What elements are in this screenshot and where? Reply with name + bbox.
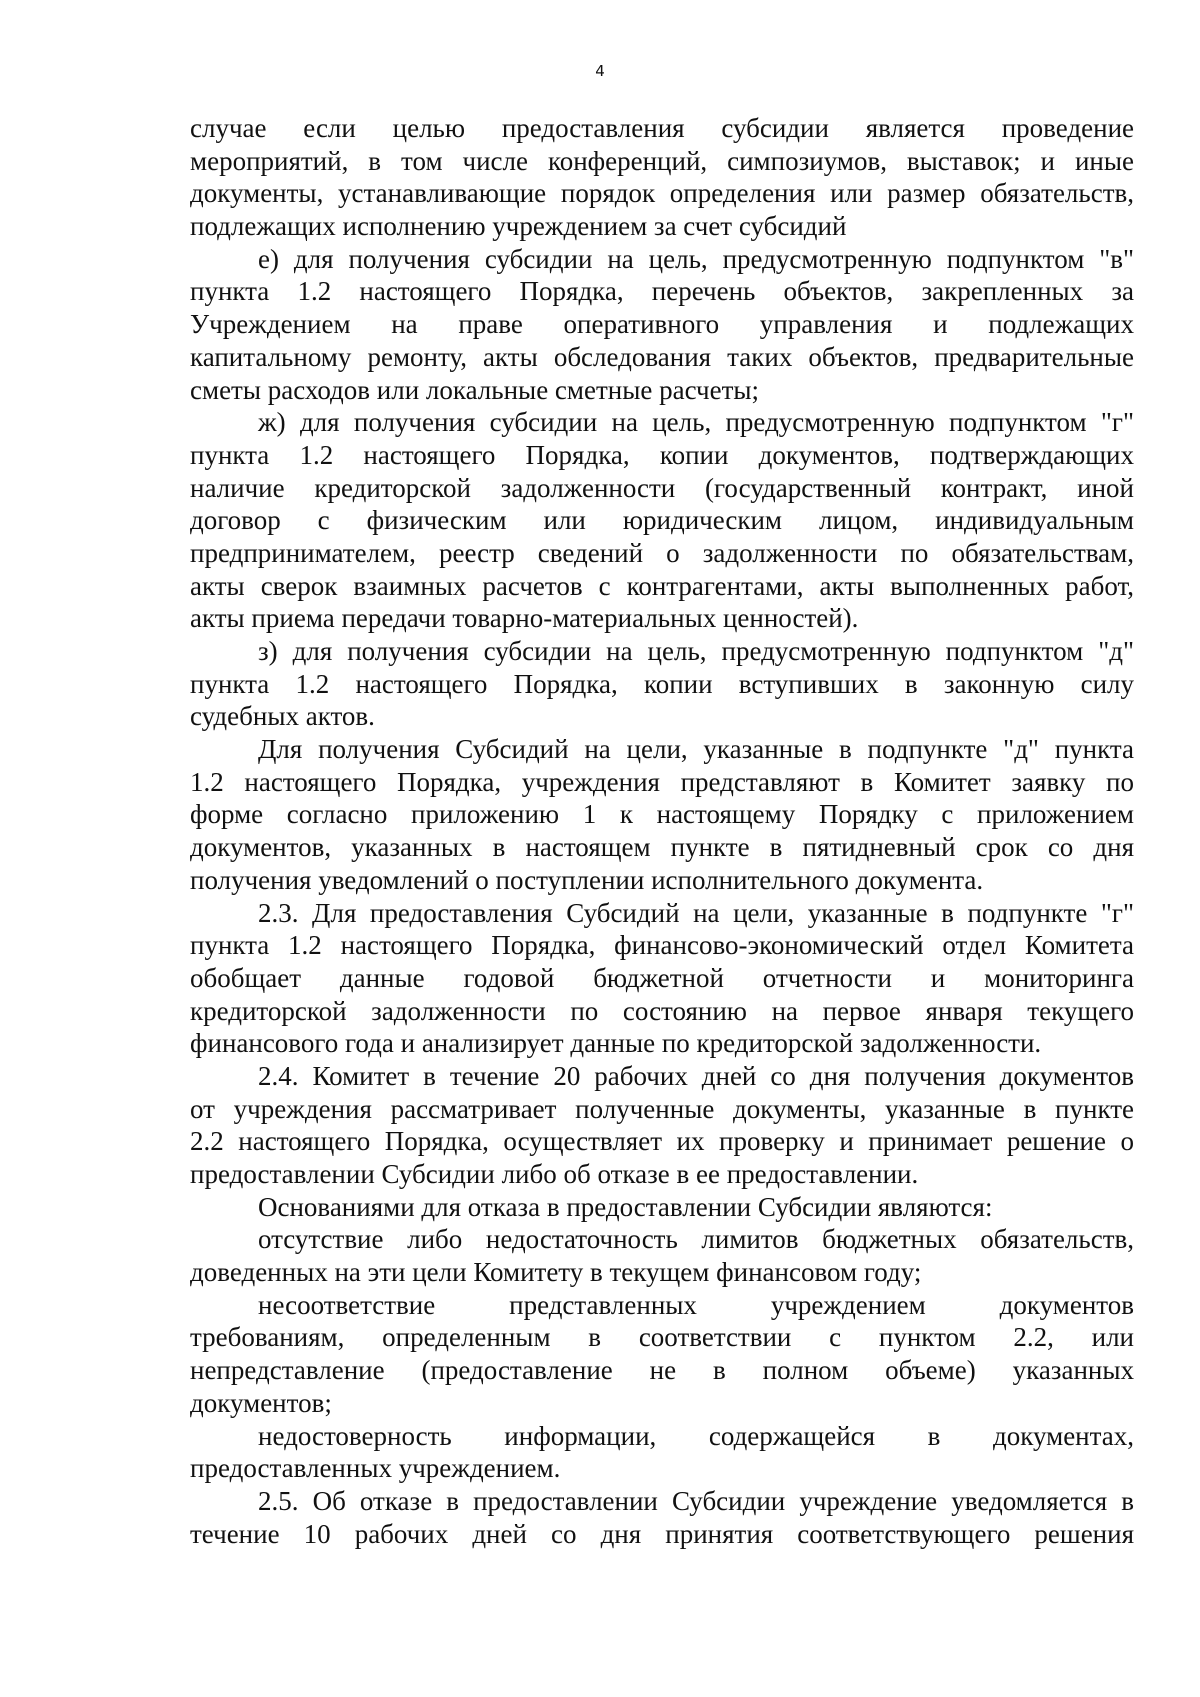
text-line: обобщает данные годовой бюджетной отчетности и мониторинга — [190, 962, 1134, 993]
text-line: предпринимателем, реестр сведений о задолженности по обязательствам, — [190, 537, 1134, 568]
text-line: 2.2 настоящего Порядка, осуществляет их проверку и принимает решение о — [190, 1126, 1134, 1157]
page-number: 4 — [595, 62, 605, 80]
text-line: пункта 1.2 настоящего Порядка, копии вступивших в законную силу — [190, 668, 1134, 699]
text-line: пункта 1.2 настоящего Порядка, перечень объектов, закрепленных за — [190, 276, 1134, 307]
text-line: недостоверность информации, содержащейся в документах, — [258, 1420, 1134, 1451]
text-line: 1.2 настоящего Порядка, учреждения представляют в Комитет заявку по — [190, 766, 1134, 797]
text-line: акты приема передачи товарно-материальных ценностей). — [190, 603, 859, 634]
text-line: наличие кредиторской задолженности (государственный контракт, иной — [190, 472, 1134, 503]
text-line: ж) для получения субсидии на цель, предусмотренную подпунктом "г" — [258, 407, 1134, 438]
text-line: 2.5. Об отказе в предоставлении Субсидии учреждение уведомляется в — [258, 1485, 1134, 1516]
text-line: документов; — [190, 1387, 332, 1418]
text-line: з) для получения субсидии на цель, предусмотренную подпунктом "д" — [258, 636, 1134, 666]
text-line: несоответствие представленных учреждением документов — [258, 1289, 1134, 1320]
document-body — [190, 112, 1134, 1550]
text-line: акты сверок взаимных расчетов с контрагентами, акты выполненных работ, — [190, 570, 1134, 601]
text-line: случае если целью предоставления субсидии является проведение — [190, 113, 1134, 143]
text-line: е) для получения субсидии на цель, предусмотренную подпунктом "в" — [258, 243, 1134, 274]
text-line: получения уведомлений о поступлении исполнительного документа. — [190, 864, 984, 895]
text-line: мероприятий, в том числе конференций, симпозиумов, выставок; и иные — [190, 145, 1134, 176]
text-line: течение 10 рабочих дней со дня принятия соответствующего решения — [190, 1518, 1134, 1549]
text-line: 2.3. Для предоставления Субсидий на цели, указанные в подпункте "г" — [258, 897, 1134, 928]
text-line: подлежащих исполнению учреждением за счет субсидий — [190, 211, 847, 242]
text-line: Основаниями для отказа в предоставлении Субсидии являются: — [258, 1191, 993, 1222]
text-line: сметы расходов или локальные сметные расчеты; — [190, 374, 760, 405]
text-line: от учреждения рассматривает полученные документы, указанные в пункте — [190, 1093, 1134, 1124]
text-line: требованиям, определенным в соответствии с пунктом 2.2, или — [190, 1322, 1134, 1353]
text-line: кредиторской задолженности по состоянию на первое января текущего — [190, 995, 1134, 1026]
text-line: предоставлении Субсидии либо об отказе в ее предоставлении. — [190, 1159, 919, 1189]
text-line: 2.4. Комитет в течение 20 рабочих дней со дня получения документов — [258, 1060, 1134, 1091]
text-line: судебных актов. — [190, 701, 375, 732]
text-line: непредставление (предоставление не в полном объеме) указанных — [190, 1355, 1134, 1386]
text-line: Учреждением на праве оперативного управления и подлежащих — [190, 309, 1134, 340]
text-line: Для получения Субсидий на цели, указанные в подпункте "д" пункта — [258, 734, 1134, 765]
text-line: отсутствие либо недостаточность лимитов бюджетных обязательств, — [258, 1224, 1134, 1255]
text-line: документов, указанных в настоящем пункте в пятидневный срок со дня — [190, 832, 1134, 863]
text-line: пункта 1.2 настоящего Порядка, финансово-экономический отдел Комитета — [190, 930, 1134, 961]
text-line: доведенных на эти цели Комитету в текущем финансовом году; — [190, 1257, 922, 1288]
text-line: капитальному ремонту, акты обследования таких объектов, предварительные — [190, 341, 1134, 372]
text-line: договор с физическим или юридическим лицом, индивидуальным — [190, 505, 1134, 536]
text-line: предоставленных учреждением. — [190, 1453, 561, 1484]
text-line: форме согласно приложению 1 к настоящему Порядку с приложением — [190, 799, 1134, 830]
text-line: финансового года и анализирует данные по кредиторской задолженности. — [190, 1028, 1042, 1059]
text-line: документы, устанавливающие порядок определения или размер обязательств, — [190, 178, 1134, 209]
text-line: пункта 1.2 настоящего Порядка, копии документов, подтверждающих — [190, 439, 1134, 470]
